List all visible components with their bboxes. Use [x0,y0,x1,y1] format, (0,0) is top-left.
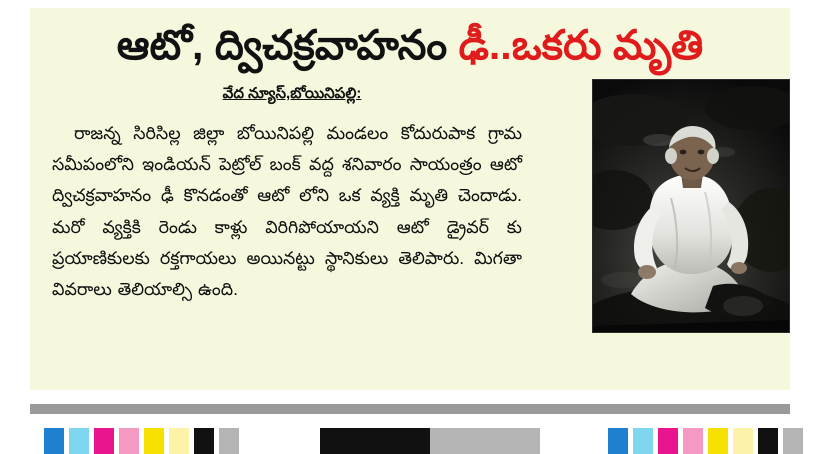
article-card [30,8,790,390]
photo-graphic [593,80,789,332]
swatch-right-1 [608,428,628,454]
article-body-wrapper [30,85,790,305]
swatch-left-5 [144,428,164,454]
swatch-right-5 [708,428,728,454]
article-text-column [52,85,522,305]
swatch-right-2 [633,428,653,454]
swatch-left-8 [219,428,239,454]
swatch-left-6 [169,428,189,454]
swatch-right-4 [683,428,703,454]
center-bar-black [320,428,430,454]
swatch-right-6 [733,428,753,454]
swatch-left-2 [69,428,89,454]
swatch-left-3 [94,428,114,454]
headline-accent-text: ఢీ..ఒకరు మృతి [458,22,704,68]
swatch-left-4 [119,428,139,454]
center-bar-gray [430,428,540,454]
accident-scene-photo [592,79,790,333]
color-calibration-strip [0,428,819,454]
byline: వేద న్యూస్,బోయినిపల్లి: [222,85,362,103]
swatch-left-7 [194,428,214,454]
gray-separator-bar [30,404,790,414]
swatch-right-3 [658,428,678,454]
swatch-right-8 [783,428,803,454]
article-body-text: రాజన్న సిరిసిల్ల జిల్లా బోయినిపల్లి మండలం కోదురుపాక గ్రామ సమీపంలోని ఇండియన్ పెట్రోల్ బంక్ వద్ద శనివారం సాయంత్రం ఆటో ద్విచక్రవాహనం ఢీ కొనడంతో ఆటో లోని ఒక వ్యక్తి మృతి చెందాడు. మరో వ్యక్తికి రెండు కాళ్లు విరిగిపోయాయని ఆటో డ్రైవర్ కు ప్రయాణికులకు రక్తగాయలు అయినట్టు స్థానికులు తెలిపారు. మిగతా వివరాలు తెలియాల్సి ఉంది. [52,123,522,299]
headline-main-text: ఆటో, ద్విచక్రవాహనం [116,22,459,68]
headline [30,8,790,69]
swatch-right-7 [758,428,778,454]
swatch-left-1 [44,428,64,454]
